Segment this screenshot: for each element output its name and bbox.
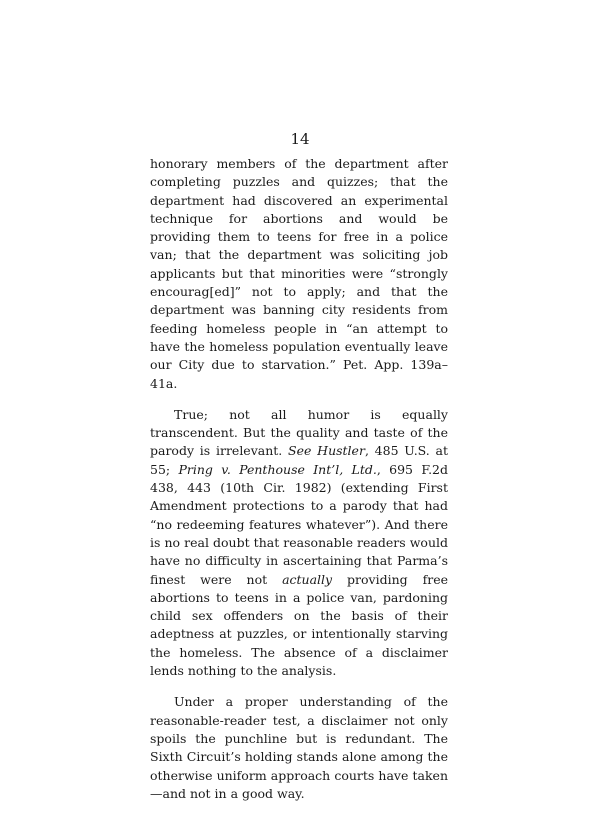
- paragraph-3-text: Under a proper understanding of the reasonable-reader test, a disclaimer not only spoils the punchline but is redundant. The Sixth Circuit’s holding stands alone among the otherwise uniform approach courts have taken—and not in a good way.: [150, 694, 448, 801]
- page-number: 14: [290, 130, 310, 148]
- paragraph-2-text-2: , 485 U.S. at 55;: [150, 443, 449, 477]
- paragraph-1: [150, 155, 448, 393]
- paragraph-2-text-4: providing free abortions to teens in a police van, pardoning child sex offenders on the basis of their adeptness at puzzles, or intentionally starving the homeless. The absence of a disclaimer lends nothing to the analysis.: [150, 571, 448, 679]
- case-citation-hustler: See Hustler: [288, 443, 365, 459]
- paragraph-1-text: honorary members of the department after completing puzzles and quizzes; that the department had discovered an experimental technique for abortions and would be providing them to teens for free in a police van; that the department was soliciting job applicants but that minorities were “strongly encourag[ed]” not to apply; and that the department was banning city residents from feeding homeless people in “an attempt to have the homeless population eventually leave our City due to starvation.” Pet. App. 139a–41a.: [150, 156, 448, 391]
- paragraph-2-text-3: , 695 F.2d 438, 443 (10th Cir. 1982) (extending First Amendment protections to a parody that had “no redeeming features whatever”). And there is no real doubt that reasonable readers would have no difficulty in ascertaining that Parma’s finest were not: [150, 461, 449, 587]
- paragraph-3: [150, 693, 448, 803]
- emphasis-actually: actually: [282, 571, 333, 587]
- paragraph-2-text-1: True; not all humor is equally transcendent. But the quality and taste of the parody is irrelevant.: [150, 406, 448, 459]
- case-citation-pring: Pring v. Penthouse Int’l, Ltd.: [178, 461, 377, 477]
- body-text: [150, 155, 448, 816]
- paragraph-2: [150, 406, 448, 680]
